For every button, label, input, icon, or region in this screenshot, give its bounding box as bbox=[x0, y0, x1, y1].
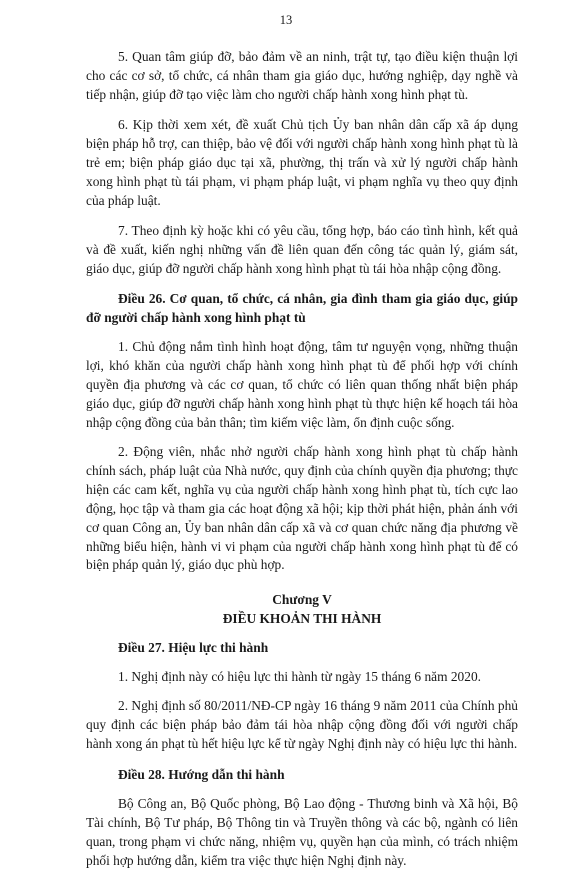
article-26-heading: Điều 26. Cơ quan, tổ chức, cá nhân, gia đình tham gia giáo dục, giúp đỡ người chấp hành xong hình phạt tù bbox=[86, 291, 518, 325]
page-number: 13 bbox=[279, 13, 293, 27]
chapter-number: Chương V bbox=[272, 592, 332, 607]
paragraph-28: Bộ Công an, Bộ Quốc phòng, Bộ Lao động - Thương binh và Xã hội, Bộ Tài chính, Bộ Tư pháp, Bộ Thông tin và Truyền thông và các bộ, ngành có liên quan, trong phạm vi chức năng, nhiệm vụ, quyền hạn của mình, có trách nhiệm phối hợp hướng dẫn, kiểm tra việc thực hiện Nghị định này. bbox=[86, 796, 518, 868]
paragraph-26-1: 1. Chủ động nắm tình hình hoạt động, tâm tư nguyện vọng, những thuận lợi, khó khăn của người chấp hành xong hình phạt tù để phối hợp với chính quyền địa phương và các cơ quan, tổ chức có liên quan thống nhất biện pháp giáo dục, giúp đỡ người chấp hành xong hình phạt tù thực hiện kế hoạch tái hòa nhập cộng đồng của bản thân; tìm kiếm việc làm, ổn định cuộc sống. bbox=[86, 339, 518, 430]
paragraph-7: 7. Theo định kỳ hoặc khi có yêu cầu, tổng hợp, báo cáo tình hình, kết quả và đề xuất, kiến nghị những vấn đề liên quan đến công tác quản lý, giám sát, giáo dục, giúp đỡ người chấp hành xong hình phạt tù tái hòa nhập cộng đồng. bbox=[86, 223, 518, 276]
paragraph-27-2: 2. Nghị định số 80/2011/NĐ-CP ngày 16 tháng 9 năm 2011 của Chính phủ quy định các biện pháp bảo đảm tái hòa nhập cộng đồng đối với người chấp hành xong án phạt tù hết hiệu lực kể từ ngày Nghị định này có hiệu lực thi hành. bbox=[86, 698, 518, 751]
chapter-title: ĐIỀU KHOẢN THI HÀNH bbox=[222, 611, 382, 626]
paragraph-6: 6. Kịp thời xem xét, đề xuất Chủ tịch Ủy ban nhân dân cấp xã áp dụng biện pháp hỗ trợ, can thiệp, bảo vệ đối với người chấp hành xong hình phạt tù là trẻ em; biện pháp giáo dục tại xã, phường, thị trấn và xử lý người chấp hành xong hình phạt tù tái phạm, vi phạm pháp luật, vi phạm nghĩa vụ theo quy định của pháp luật. bbox=[86, 117, 518, 208]
article-27-heading: Điều 27. Hiệu lực thi hành bbox=[118, 640, 269, 655]
paragraph-26-2: 2. Động viên, nhắc nhở người chấp hành xong hình phạt tù chấp hành chính sách, pháp luật của Nhà nước, quy định của chính quyền địa phương; thực hiện các cam kết, nghĩa vụ của người chấp hành xong hình phạt tù, tích cực lao động, học tập và tham gia các hoạt động xã hội; kịp thời phát hiện, phản ánh với cơ quan Công an, Ủy ban nhân dân cấp xã và cơ quan chức năng địa phương về những biểu hiện, hành vi vi phạm của người chấp hành xong hình phạt tù để có biện pháp quản lý, giáo dục phù hợp. bbox=[86, 444, 518, 573]
paragraph-27-1: 1. Nghị định này có hiệu lực thi hành từ ngày 15 tháng 6 năm 2020. bbox=[118, 669, 481, 684]
article-28-heading: Điều 28. Hướng dẫn thi hành bbox=[118, 767, 285, 782]
paragraph-5: 5. Quan tâm giúp đỡ, bảo đảm về an ninh, trật tự, tạo điều kiện thuận lợi cho các cơ sở, tổ chức, cá nhân tham gia giáo dục, hướng nghiệp, dạy nghề và tiếp nhận, giúp đỡ tạo việc làm cho người chấp hành xong hình phạt tù. bbox=[86, 49, 518, 102]
